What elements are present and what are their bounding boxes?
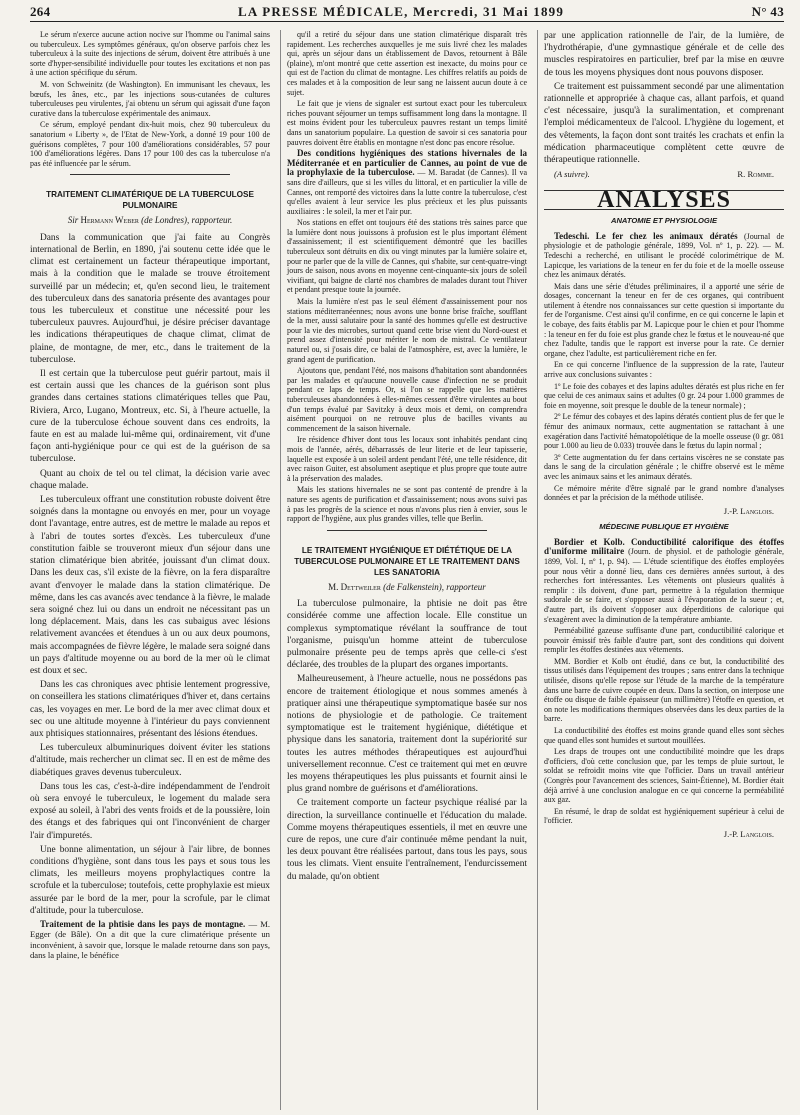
article-text: Il va sans dire d'ailleurs, que si les villes du littoral, et en particulier la ville de Cannes, ont remporté des victoires dans la lutte contre la tuberculose, c'est qu'elles avaient à leur service les plus précieux et les plus puissants auxiliaires : le soleil, la mer et l'air pur. [287, 168, 527, 216]
byline [30, 215, 270, 226]
paragraph: La conductibilité des étoffes est moins grande quand elles sont sèches que quand elles sont humides et surtout mouillées. [544, 726, 784, 745]
paragraph: Le fait que je viens de signaler est surtout exact pour les tuberculeux riches pouvant séjourner un temps suffisamment long dans la montagne. Il est moins évident pour les tuberculeux pauvres restant un temps limité dans un sanatorium populaire. La question de savoir si ces sanatoria pour pauvres doivent être établis en montagne n'est donc pas encore résolue. [287, 99, 527, 147]
paragraph: Les tuberculeux albuminuriques doivent éviter les stations d'altitude, mais rechercher un climat sec. Il en est de même des diabétiques graves devenus tuberculeux. [30, 743, 270, 778]
paragraph: Il est certain que la tuberculose peut guérir partout, mais il est certain aussi que les chances de la guérison sont plus grandes dans certaines stations climatériques telles que Pau, Riviera, Arco, Lugano, Montreux, etc. Si, à l'heure actuelle, la cure de la tuberculose échoue souvent dans ces endroits, la faute en est au malade lui-même qui, ordinairement, vit d'une façon anti-hygiénique pour ce qui est de la guérison de sa tuberculose. [30, 369, 270, 465]
paragraph: 3º Cette augmentation du fer dans certains viscères ne se constate pas dans le sang de la circulation générale ; le chiffre observé est le même avec les animaux sains et les animaux dératés. [544, 452, 784, 481]
signature-line [554, 169, 774, 180]
page-header [30, 4, 784, 22]
analyses-heading: ANALYSES [544, 190, 784, 211]
signature-text: J.-P. Langlois. [723, 828, 774, 839]
paragraph: En résumé, le drap de soldat est hygiéniquement supérieur à celui de l'officier. [544, 806, 784, 826]
column-3 [537, 30, 784, 1110]
byline [287, 582, 527, 593]
paragraph: Les draps de troupes ont une conductibilité moindre que les draps d'officiers, d'où cette conclusion que, par les temps de pluie surtout, le soldat se refroidit moins vite que l'officier. Dans un travail antérieur (Congrès pour l'avancement des sciences, Saint-Étienne), M. Bordier était déjà arrivé à une conclusion analogue en ce qui concerne la perméabilité aux gaz. [544, 747, 784, 805]
paragraph: Ce traitement comporte un facteur psychique réalisé par la direction, la surveillance continuelle et l'éducation du malade. Comme moyens thérapeutiques essentiels, il met en œuvre une cure de repos, une cure d'air continuée même pendant la nuit, les deux pouvant être réalisées partout, dans tous les pays, sous tous les climats. Vient ensuite l'entraînement, l'endurcissement du malade, qu'on obtient [287, 798, 527, 882]
column-1 [30, 30, 270, 1110]
paragraph-baradat [287, 149, 527, 216]
article-author: — M. Baradat (de Cannes). [417, 168, 509, 178]
paragraph: Nos stations en effet ont toujours été des stations très saines parce que la lumière dont nous jouissons à profusion est le plus important élément d'assainissement; il est scientifiquement démontré que les bacilles tuberculeux sont détruits en dix ou vingt minutes par la lumière solaire et, pour ne parler que de la ville de Cannes, qui s'habite, sur cent-quatre-vingt jours de saison, nous avons en moyenne cent-cinquante-six jours de soleil vivifiant, qui baigne de clarté nos chambres de malades durant tout l'hiver et pendant presque toute la journée. [287, 218, 527, 295]
paragraph: Mais dans une série d'études préliminaires, il a apporté une série de dosages, concernant la teneur en fer de ces organes, qui contribuent utilement à étendre nos connaissances sur cette question si importante du fer de l'organisme. C'est ainsi qu'il confirme, en ce qui concerne le lapin et le cobaye, des faits établis par M. Lapicque pour le chien et pour l'homme : la teneur en fer du foie est plus grande chez le fœtus et le nouveau-né que chez l'adulte, tandis que le rapport est inverse pour la rate. Ce dernier organe, chez l'adulte, est particulièrement riche en fer. [544, 281, 784, 358]
article-author: Tedeschi. [554, 230, 590, 241]
byline-name: M. Dettweiler [328, 581, 381, 592]
paragraph: Mais les stations hivernales ne se sont pas contenté de prendre à la nature ses agents de purification et d'assainissement; nous avons suivi pas à pas les progrès de la science et nous n'avons plus rien à envier, sous le rapport de l'hygiène, aux plus grandes villes, telle que Berlin. [287, 485, 527, 524]
paragraph: Ce sérum, employé pendant dix-huit mois, chez 90 tuberculeux du sanatorium « Liberty », de l'Etat de New-York, a donné 19 pour 100 de guérisons complètes, 7 pour 100 d'améliorations considérables, 57 pour 100 d'améliorations légères. Dans 17 pour 100 des cas la tuberculose n'a pas été influencée par le sérum. [30, 120, 270, 168]
paragraph: Malheureusement, à l'heure actuelle, nous ne possédons pas encore de traitement étiologique et nous sommes amenés à pratiquer ainsi une thérapeutique symptomatique basée sur nos notions de physiologie et de pathologie. Ce traitement symptomatique est le traitement hygiénique, diététique et physique dans les sanatoria, traitement dont la supériorité sur toutes les autres méthodes thérapeutiques est aujourd'hui universellement reconnue. C'est ce traitement qui met en œuvre les moyens thérapeutiques les plus puissants et fournit ainsi le plus grand nombre de guérisons et d'améliorations. [287, 674, 527, 795]
column-2 [280, 30, 527, 1110]
paragraph: Mais la lumière n'est pas le seul élément d'assainissement pour nos stations méditerranéennes; nous avons une bonne brise fraîche, soufflant de la mer, aussi salutaire pour la santé des hommes qu'elle est destructive pour la vie des microbes, surtout quand cette brise vient du Nord-ouest et prend assez d'intensité pour mériter le nom de mistral. Ce ventilateur naturel ou, si j'osais dire, ce balai de l'atmosphère, est, avec la lumière, le grand agent de purification. [287, 297, 527, 364]
author-signature: R. Romme. [737, 169, 774, 180]
journal-title: LA PRESSE MÉDICALE, Mercredi, 31 Mai 1899 [238, 4, 565, 19]
paragraph: La tuberculose pulmonaire, la phtisie ne doit pas être considérée comme une affection locale. Elle constitue un complexus symptomatique révélant la souffrance de tout l'organisme, puisqu'un homme atteint de tuberculose pulmonaire présente peu de temps après que celle-ci s'est déclarée, des troubles de la plupart des organes importants. [287, 599, 527, 671]
paragraph: En ce qui concerne l'influence de la suppression de la rate, l'auteur arrive aux conclusions suivantes : [544, 360, 784, 380]
paragraph: Ce mémoire mérite d'être signalé par le grand nombre d'analyses données et par la précision de la méthode utilisée. [544, 483, 784, 503]
paragraph-egger [30, 919, 270, 961]
paragraph: Dans la communication que j'ai faite au Congrès international de Berlin, en 1890, j'ai soutenu cette idée que le climat est certainement un facteur thérapeutique important, mais à la condition que le malade se trouve étroitement surveillé par un médecin; et, qu'en second lieu, le traitement des tuberculeux dans des sanatoria présente des avantages pour tous les tuberculeux et constitue une nécessité pour les tuberculeux pauvres. Aujourd'hui, je désire préciser davantage les indications thérapeutiques de chaque climat, climat de plaine, de montagne, de mer, etc., dans le traitement de la tuberculose. [30, 232, 270, 365]
author-signature [544, 506, 774, 517]
article-author: Bordier et Kolb. [554, 536, 625, 547]
article-text: On a dit que la cure climatérique présente un inconvénient, à savoir que, lorsque le malade retourne dans son pays, dans la plaine, le bénéfice [30, 929, 270, 961]
page-number: 264 [30, 4, 51, 19]
paragraph: qu'il a retiré du séjour dans une station climatérique disparaît très rapidement. Les recherches auxquelles je me suis livré chez les malades qui, après un séjour dans un établissement de Davos, retournent à Bâle (plaine), m'ont montré que cette assertion est inexacte, du moins pour ce qui est de l'action du climat de montagne. Les chiffres relatifs au poids de ces malades et à la composition de leur sang ne laissent aucun doute à ce sujet. [287, 30, 527, 97]
byline-name: Hermann Weber [80, 215, 139, 226]
subsection-title: ANATOMIE ET PHYSIOLOGIE [610, 216, 718, 226]
byline-prefix: Sir [67, 215, 79, 226]
paragraph: Le sérum n'exerce aucune action nocive sur l'homme ou l'animal sains ou tuberculeux. Les symptômes généraux, qu'on observe parfois chez les tuberculeux à la suite des injections de sérum, doivent être attribués à une sorte d'hyper-sensibilité individuelle pour toutes les excitations et non pas à une action spécifique du sérum. [30, 30, 270, 78]
paragraph: Dans les cas chroniques avec phtisie lentement progressive, on conseillera les stations climatériques d'hiver et, dans certains cas, les voyages en mer. Le bord de la mer avec climat doux et sec ou une altitude moyenne à l'intérieur du pays conviennent aux phtisiques stationnaires, présentant des lésions étendues. [30, 680, 270, 739]
paragraph: Une bonne alimentation, un séjour à l'air libre, de bonnes conditions d'hygiène, sont dans tous les pays et sous tous les climats, les meilleurs moyens prophylactiques contre la scrofule et la tuberculose; toutefois, cette prophylaxie est mieux assurée par le bord de la mer, pour la scrofule, par le climat d'altitude, pour la tuberculose. [30, 844, 270, 916]
article-title: Conductibilité calorifique des étoffes d'uniforme militaire [544, 536, 784, 557]
byline-rest: (de Falkenstein), rapporteur [383, 581, 486, 592]
subsection-title: MÉDECINE PUBLIQUE ET HYGIÈNE [599, 522, 729, 532]
paragraph: 1º Le foie des cobayes et des lapins adultes dératés est plus riche en fer que celui de ces animaux sains et adultes (0 gr. 24 pour 1.000 grammes de foie en moyenne, soit presque le double de la teneur normale) ; [544, 381, 784, 410]
section-title: LE TRAITEMENT HYGIÉNIQUE ET DIÉTÉTIQUE DE LA TUBERCULOSE PULMONAIRE ET LE TRAITEMENT DANS LES SANATORIA [294, 545, 520, 577]
paragraph: Les tuberculeux offrant une constitution robuste doivent être soignés dans la montagne ou envoyés en mer, pour un voyage dont l'avantage, entre autres, est de mettre le malade au repos et à l'abri de toutes sortes d'excès. Les tuberculeux d'une constitution faible se trouveront mieux d'un séjour dans une station climatérique bien abritée, jouissant d'un climat doux. Dans les deux cas, s'il existe de la fièvre, on la fera disparaître avant d'envoyer le malade dans la station climatérique. De même, dans les cas avancés avec tendance à la fièvre, le malade sera soigné chez lui ou dans un endroit ne nécessitant pas un long déplacement. Mais, dans les cas subaigus avec lésions relativement avancées et étendues à un ou aux deux poumons, mais accompagnées de fièvre légère, le malade sera soigné dans un pays d'altitude moyenne ou au bord de la mer où le climat est doux et sec. [30, 495, 270, 676]
to-be-continued: (A suivre). [554, 169, 590, 180]
paragraph: 2º Le fémur des cobayes et des lapins dératés contient plus de fer que le fémur des animaux normaux, cette augmentation se rattachant à une exagération dans l'activité hématopoïétique de la moelle osseuse (0 gr. 081 pour 1.000 au lieu de 0.033) trouvée dans le fœtus du lapin normal ; [544, 412, 784, 451]
section-title: TRAITEMENT CLIMATÉRIQUE DE LA TUBERCULOSE PULMONAIRE [46, 190, 254, 211]
article-author: — M. Egger (de Bâle). [30, 918, 270, 940]
paragraph: Quant au choix de tel ou tel climat, la décision varie avec chaque malade. [30, 468, 270, 491]
paragraph: Dans tous les cas, c'est-à-dire indépendamment de l'endroit où sera envoyé le tuberculeux, le logement du malade sera exposé au soleil, à l'abri des vents froids et de la poussière, loin des étangs et des fabriques qui ont l'inconvénient de charger l'air d'impuretés. [30, 781, 270, 841]
paragraph: Ajoutons que, pendant l'été, nos maisons d'habitation sont abandonnées par les malades et qu'aucune nouvelle cause d'infection ne se produit pendant ce laps de temps. Or, si l'on se rappelle que les matières tuberculeuses abandonnées à elles-mêmes cessent d'être virulentes au bout d'un temps évalué par Savitzky à deux mois et demi, on comprendra aisément pourquoi on ne retrouve plus de bacilles vivants au commencement de la saison hivernale. [287, 366, 527, 433]
paragraph: Ce traitement est puissamment secondé par une alimentation rationnelle et appropriée à chaque cas, allant parfois, et quand c'est nécessaire, jusqu'à la suralimentation, et comprenant l'emploi médicamenteux de l'alcool. L'hygiène du logement, et des vêtements, la façon dont sont traités les crachats et enfin la médication pharmaceutique complètent cette œuvre de thérapeutique rationnelle. [544, 81, 784, 166]
article-title: Traitement de la phtisie dans les pays de montagne. [40, 918, 246, 929]
article-text: (Journ. de physiol. et de pathologie générale, 1899, Vol. I, nº 1, p. 94). — L'étude scientifique des étoffes employées pour nous vêtir a donné lieu, dans ces dernières années surtout, à des recherches fort intéressantes. Les vêtements ont plusieurs qualités à remplir : ils doivent, d'une part, permettre à la régulation thermique sudorale de se faire, et s'opposer aussi à l'évaporation de la sueur ; et, d'autre part, ils doivent s'opposer aux déperditions de calorique qui s'exagèrent avec la diminution de la température ambiante. [544, 547, 784, 624]
article-title: Le fer chez les animaux dératés [595, 230, 738, 241]
paragraph: Perméabilité gazeuse suffisante d'une part, conductibilité calorique et pouvoir émissif très faible d'autre part, sont des conditions qui doivent remplir les étoffes destinées aux vêtements. [544, 626, 784, 655]
byline-rest: (de Londres), rapporteur. [141, 215, 233, 226]
paragraph-bordier [544, 538, 784, 624]
divider [327, 530, 487, 531]
paragraph: Ire résidence d'hiver dont tous les locaux sont inhabités pendant cinq mois de l'année, aérés, débarrassés de leur literie et de leur tapisserie, laquelle est exposée à un soleil ardent pendant l'été, une telle résidence, dit avec raison Guiter, est absolument aseptique et plus propre que toute autre à la préservation des malades. [287, 435, 527, 483]
issue-number: N° 43 [751, 4, 784, 19]
signature-text: J.-P. Langlois. [723, 505, 774, 516]
divider [70, 174, 230, 175]
author-signature [544, 829, 774, 840]
article-text: (Journal de physiologie et de pathologie générale, 1899, Vol. nº 1, p. 22). — M. Tedeschi a recherché, en utilisant le procédé colorimétrique de M. Lapicque, les variations de la teneur en fer du foie et de la moelle osseuse chez les animaux dératés. [544, 231, 784, 280]
paragraph: M. von Schweinitz (de Washington). En immunisant les chevaux, les bœufs, les ânes, etc., par les injections sous-cutanées de cultures tuberculeuses peu virulentes, j'ai obtenu un sérum qui agissait d'une façon curative dans la tuberculose expérimentale des animaux. [30, 79, 270, 118]
paragraph: MM. Bordier et Kolb ont étudié, dans ce but, la conductibilité des tissus utilisés dans l'équipement des troupes ; sans entrer dans la technique utilisée, disons qu'elle repose sur l'étude de la marche de la température dans une barre de cuivre coupée en deux. Dans la section, on interpose une étoffe ou disque de faible épaisseur (un millimètre) l'étoffe en question, et on note les modifications thermiques observées dans les deux parties de la barre. [544, 656, 784, 724]
paragraph: par une application rationnelle de l'air, de la lumière, de l'hydrothérapie, d'une gymnastique générale et de celle des muscles respiratoires en particulier, bref par la mise en œuvre de tous les moyens physiques dont nous pouvons disposer. [544, 31, 784, 78]
paragraph-tedeschi [544, 232, 784, 280]
article-title: Des conditions hygiéniques des stations hivernales de la Méditerranée et en particulier de Cannes, au point de vue de la prophylaxie de la tuberculose. [287, 148, 527, 178]
